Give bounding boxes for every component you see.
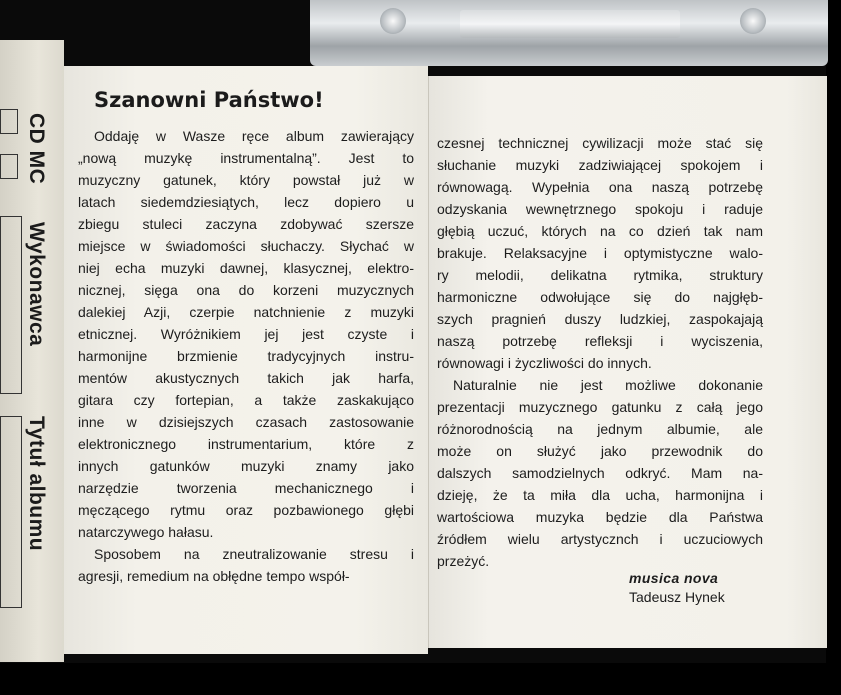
- text-line: wartościowa muzyka będzie dla Państwa: [437, 509, 763, 525]
- dark-background-bottom: [0, 663, 841, 695]
- text-line: dzieję, że ta miła dla ucha, harmonijna i: [437, 487, 763, 503]
- text-line: agresji, remedium na obłędne tempo współ-: [78, 568, 350, 584]
- text-line: nicznej, sięga ona do korzeni muzycznych: [78, 282, 414, 298]
- text-line: zbiegu stuleci zaczyna zdobywać szersze: [78, 216, 414, 232]
- text-line: etnicznej. Wyróżnikiem jej jest czyste i: [78, 326, 414, 342]
- field-artist: [0, 216, 22, 394]
- signature-name: Tadeusz Hynek: [629, 589, 725, 605]
- text-line: odzyskania wewnętrznego spokoju i raduje: [437, 201, 763, 217]
- text-line: słuchanie muzyki zadziwiającej spokojem i: [437, 157, 763, 173]
- cassette-case: [310, 0, 828, 66]
- left-page: [64, 66, 428, 654]
- text-line: narzędzie tworzenia mechanicznego i: [78, 480, 414, 496]
- checkbox-cd: [0, 109, 18, 134]
- text-line: równowagą. Wypełnia ona naszą potrzebę: [437, 179, 763, 195]
- text-line: „nową muzykę instrumentalną”. Jest to: [78, 150, 414, 166]
- text-line: dalszych samodzielnych odkryć. Mam na-: [437, 465, 763, 481]
- text-line: harmonijne brzmienie tradycyjnych instru-: [78, 348, 414, 364]
- text-line: różnorodnością na jednym albumie, ale: [437, 421, 763, 437]
- spine-label-format: CD MC: [25, 113, 48, 185]
- insert-spine: [0, 40, 64, 662]
- text-line: brakuje. Relaksacyjne i optymistyczne walo-: [437, 245, 763, 261]
- spine-label-artist: Wykonawca: [25, 222, 48, 347]
- text-line: Sposobem na zneutralizowanie stresu i: [94, 546, 414, 562]
- text-line: równowagi i życzliwości do innych.: [437, 355, 652, 371]
- text-line: męczącego rytmu oraz pozbawionego głębi: [78, 502, 414, 518]
- text-line: ry melodii, delikatna rytmika, struktury: [437, 267, 763, 283]
- dark-background-edge: [826, 0, 841, 663]
- text-line: czesnej technicznej cywilizacji może stać się: [437, 135, 763, 151]
- cassette-hub-left: [380, 8, 406, 34]
- text-line: mentów akustycznych takich jak harfa,: [78, 370, 414, 386]
- text-line: Oddaję w Wasze ręce album zawierający: [94, 128, 414, 144]
- text-line: innych gatunków muzyki znamy jako: [78, 458, 414, 474]
- text-line: może on służyć jako przewodnik do: [437, 443, 763, 459]
- right-page: [428, 76, 827, 648]
- text-line: muzyczny gatunek, który powstał już w: [78, 172, 414, 188]
- field-title: [0, 416, 22, 608]
- cassette-hub-right: [740, 8, 766, 34]
- text-line: harmoniczne odwołujące się do najgłęb-: [437, 289, 763, 305]
- page-heading: Szanowni Państwo!: [94, 88, 324, 112]
- text-line: głębią uczuć, których na co dzień tak nam: [437, 223, 763, 239]
- text-line: latach siedemdziesiątych, lecz dopiero u: [78, 194, 414, 210]
- text-line: Naturalnie nie jest możliwe dokonanie: [453, 377, 763, 393]
- text-line: szych pragnień duszy ludzkiej, zaspokajają: [437, 311, 763, 327]
- text-line: przeżyć.: [437, 553, 490, 569]
- text-line: miejsce w świadomości słuchaczy. Słychać w: [78, 238, 414, 254]
- text-line: prezentacji muzycznego gatunku z całą jego: [437, 399, 763, 415]
- text-line: gitara czy fortepian, a także zaskakująco: [78, 392, 414, 408]
- spine-label-title: Tytuł albumu: [25, 416, 48, 552]
- text-line: natarczywego hałasu.: [78, 524, 214, 540]
- text-line: niej echa muzyki dawnej, klasycznej, elektro-: [78, 260, 414, 276]
- text-line: źródłem wielu artystycznch i uczuciowych: [437, 531, 763, 547]
- text-line: inne w dzisiejszych czasach zastosowanie: [78, 414, 414, 430]
- cassette-window: [460, 10, 680, 38]
- text-line: dalekiej Azji, czerpie natchnienie z muzyki: [78, 304, 414, 320]
- checkbox-mc: [0, 154, 18, 179]
- text-line: naszą potrzebę refleksji i wyciszenia,: [437, 333, 763, 349]
- text-line: elektronicznego instrumentarium, które z: [78, 436, 414, 452]
- signature-label: musica nova: [629, 570, 719, 586]
